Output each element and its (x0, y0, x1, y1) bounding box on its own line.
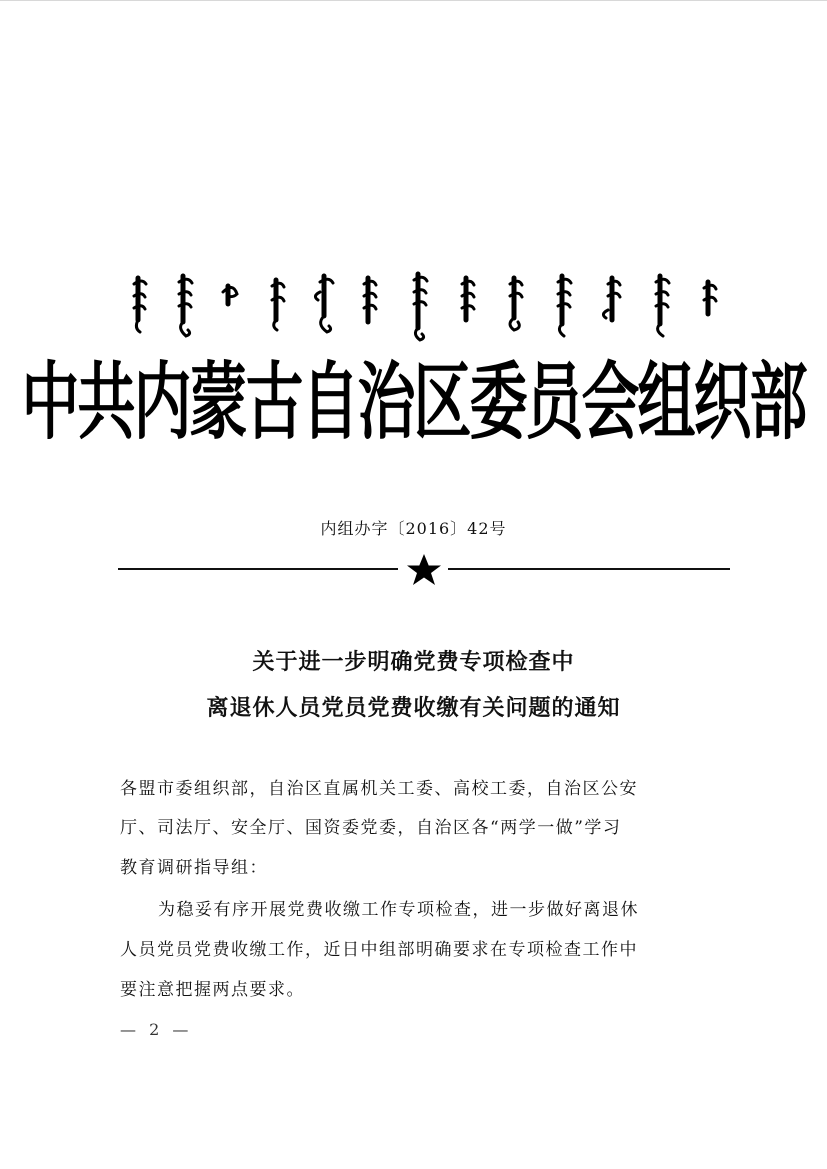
paragraph-line: 人员党员党费收缴工作，近日中组部明确要求在专项检查工作中 (120, 940, 638, 960)
organization-title: 中共内蒙古自治区委员会组织部 (21, 352, 806, 452)
addressee-line: 各盟市委组织部，自治区直属机关工委、高校工委，自治区公安 (120, 779, 638, 799)
paragraph-line: 要注意把握两点要求。 (120, 980, 305, 1000)
title-separator (118, 553, 730, 587)
paragraph-line: 为稳妥有序开展党费收缴工作专项检查，进一步做好离退休 (158, 900, 639, 920)
addressee-line: 教育调研指导组： (120, 858, 268, 878)
page-number: — 2 — (120, 1020, 193, 1039)
notice-title-line1: 关于进一步明确党费专项检查中 (252, 650, 575, 675)
document-number: 内组办字〔2016〕42号 (320, 519, 507, 538)
mongolian-script-header (128, 270, 728, 345)
separator-line-right (448, 568, 730, 570)
addressee-line: 厅、司法厅、安全厅、国资委党委，自治区各“两学一做”学习 (120, 818, 622, 838)
notice-title-line2: 离退休人员党员党费收缴有关问题的通知 (206, 696, 621, 721)
star-icon (404, 553, 444, 587)
separator-line-left (118, 568, 398, 570)
